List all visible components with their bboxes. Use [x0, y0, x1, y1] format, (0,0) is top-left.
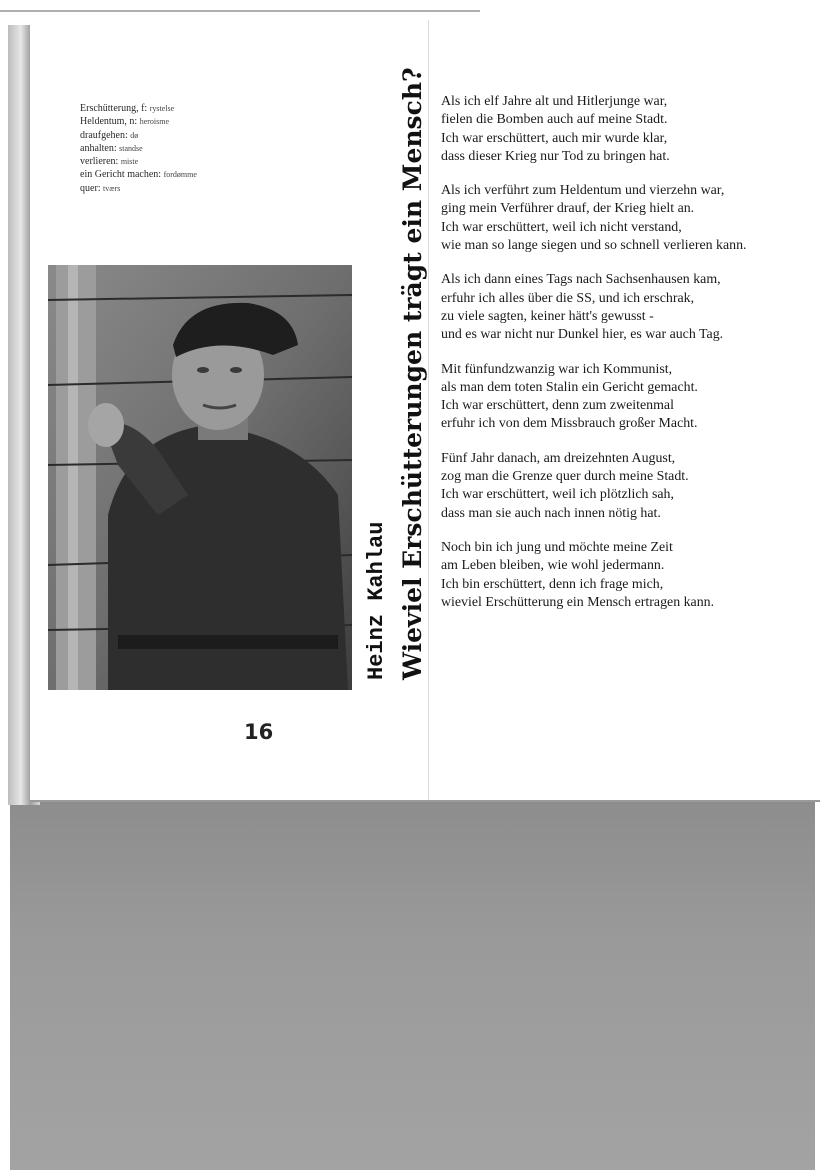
- stanza: [441, 361, 821, 434]
- stanza: [441, 182, 821, 255]
- poem-line: am Leben bleiben, wie wohl jedermann.: [441, 558, 665, 574]
- vocab-item: quer: tværs: [80, 182, 121, 194]
- stanza: [441, 539, 821, 612]
- stanza: [441, 450, 821, 523]
- vocab-item: anhalten: standse: [80, 142, 143, 154]
- poem-line: Ich bin erschüttert, denn ich frage mich,: [441, 576, 664, 592]
- stanza: [441, 271, 821, 344]
- scanner-background: [10, 790, 815, 1170]
- vertical-title-block: [362, 67, 437, 690]
- poem-line: Als ich verführt zum Heldentum und vierzehn war,: [441, 183, 725, 199]
- vocab-item: ein Gericht machen: fordømme: [80, 169, 197, 181]
- vocab-item: draufgehen: dø: [80, 129, 139, 141]
- poem-title: Wieviel Erschütterungen trägt ein Mensch?: [398, 67, 427, 680]
- poem-line: ging mein Verführer drauf, der Krieg hielt an.: [441, 201, 695, 217]
- poem-line: Als ich dann eines Tags nach Sachsenhausen kam,: [441, 272, 721, 288]
- page-number: 16: [244, 720, 274, 744]
- poem-author: Heinz Kahlau: [364, 521, 389, 680]
- poem-line: erfuhr ich alles über die SS, und ich erschrak,: [441, 290, 695, 306]
- poem-line: zog man die Grenze quer durch meine Stadt.: [441, 469, 689, 485]
- poem-line: zu viele sagten, keiner hätt's gewusst -: [441, 308, 654, 324]
- vocabulary-list: [80, 102, 300, 195]
- poem-line: Als ich elf Jahre alt und Hitlerjunge war,: [441, 94, 668, 109]
- poem-line: und es war nicht nur Dunkel hier, es war auch Tag.: [441, 327, 724, 343]
- poem-line: fielen die Bomben auch auf meine Stadt.: [441, 112, 668, 128]
- scan-top-edge: [0, 10, 480, 12]
- poem-line: wie man so lange siegen und so schnell verlieren kann.: [441, 238, 747, 254]
- poem-line: Mit fünfundzwanzig war ich Kommunist,: [441, 361, 673, 377]
- vocab-item: Heldentum, n: heroisme: [80, 116, 170, 128]
- poem-line: Fünf Jahr danach, am dreizehnten August,: [441, 450, 676, 466]
- poem-line: wieviel Erschütterung ein Mensch ertragen kann.: [441, 594, 715, 610]
- poem-line: dass man sie auch nach innen nötig hat.: [441, 505, 661, 521]
- poem-line: erfuhr ich von dem Missbrauch großer Macht.: [441, 416, 698, 432]
- vocab-item: verlieren: miste: [80, 156, 139, 168]
- poem-line: Ich war erschüttert, weil ich nicht verstand,: [441, 219, 682, 235]
- soldier-photo: [48, 265, 352, 690]
- poem-line: Ich war erschüttert, auch mir wurde klar,: [441, 130, 668, 146]
- poem-line: dass dieser Krieg nur Tod zu bringen hat.: [441, 148, 670, 164]
- stanza: [441, 93, 821, 166]
- poem-line: Ich war erschüttert, denn zum zweitenmal: [441, 398, 674, 414]
- poem-text: [441, 93, 821, 628]
- poem-line: als man dem toten Stalin ein Gericht gemacht.: [441, 379, 698, 395]
- poem-line: Ich war erschüttert, weil ich plötzlich sah,: [441, 487, 674, 503]
- vocab-item: Erschütterung, f: rystelse: [80, 103, 175, 114]
- poem-line: Noch bin ich jung und möchte meine Zeit: [441, 539, 673, 555]
